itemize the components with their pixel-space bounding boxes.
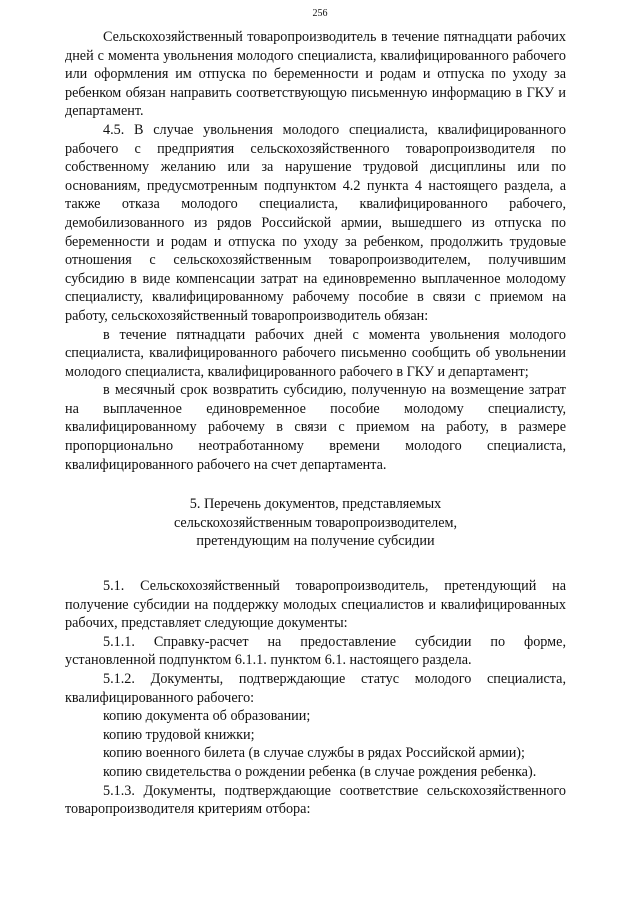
list-item-birth-certificate: копию свидетельства о рождении ребенка (в случае рождения ребенка).	[103, 763, 537, 780]
list-item-military-id: копию военного билета (в случае службы в рядах Российской армии);	[103, 745, 525, 762]
paragraph-dismissal-report: в течение пятнадцати рабочих дней с момента увольнения молодого специалиста, квалифицированного рабочего письменно сообщить об увольнении молодого специалиста, квалифицированного рабочего в ГКУ и департамент;	[65, 326, 566, 380]
page-number: 256	[312, 8, 328, 19]
paragraph-4-5: 4.5. В случае увольнения молодого специалиста, квалифицированного рабочего с предприятия сельскохозяйственного товаропроизводителя по собственному желанию или за нарушение трудовой дисциплины или по основаниям, предусмотренным подпунктом 4.2 пункта 4 настоящего раздела, а также отказа молодого специалиста, квалифицированного рабочего, демобилизованного из рядов Российской армии, вышедшего из отпуска по беременности и родам и отпуска по уходу за ребенком, продолжить трудовые отношения с сельскохозяйственным товаропроизводителем, получившим субсидию в виде компенсации затрат на единовременно выплаченное молодому специалисту, квалифицированному рабочему пособие в связи с приемом на работу, сельскохозяйственный товаропроизводитель обязан:	[65, 121, 566, 324]
list-item-education-doc: копию документа об образовании;	[103, 708, 311, 725]
section-heading-line-2: сельскохозяйственным товаропроизводителем,	[173, 514, 458, 531]
section-heading-line-1: 5. Перечень документов, представляемых	[189, 496, 442, 513]
section-heading-line-3: претендующим на получение субсидии	[196, 533, 435, 550]
paragraph-notification-duty: Сельскохозяйственный товаропроизводитель в течение пятнадцати рабочих дней с момента увольнения молодого специалиста, квалифицированного рабочего или оформления им отпуска по беременности и родам и отпуска по уходу за ребенком обязан направить соответствующую письменную информацию в ГКУ и департамент.	[65, 29, 566, 120]
section-heading-5	[65, 474, 566, 577]
list-item-work-book: копию трудовой книжки;	[103, 726, 255, 743]
paragraph-subsidy-return: в месячный срок возвратить субсидию, полученную на возмещение затрат на выплаченное единовременное пособие молодому специалисту, квалифицированному рабочему в связи с приемом на работу, в размере пропорционально неотработанному времени молодого специалиста, квалифицированного рабочего на счет департамента.	[65, 382, 566, 473]
paragraph-5-1-3: 5.1.3. Документы, подтверждающие соответствие сельскохозяйственного товаропроизводителя критериям отбора:	[65, 782, 566, 818]
paragraph-5-1: 5.1. Сельскохозяйственный товаропроизводитель, претендующий на получение субсидии на поддержку молодых специалистов и квалифицированных рабочих, представляет следующие документы:	[65, 578, 566, 632]
text-block-top	[65, 28, 566, 819]
paragraph-5-1-1: 5.1.1. Справку-расчет на предоставление субсидии по форме, установленной подпунктом 6.1.1. пунктом 6.1. настоящего раздела.	[65, 633, 566, 669]
paragraph-5-1-2: 5.1.2. Документы, подтверждающие статус молодого специалиста, квалифицированного рабочего:	[65, 671, 566, 706]
